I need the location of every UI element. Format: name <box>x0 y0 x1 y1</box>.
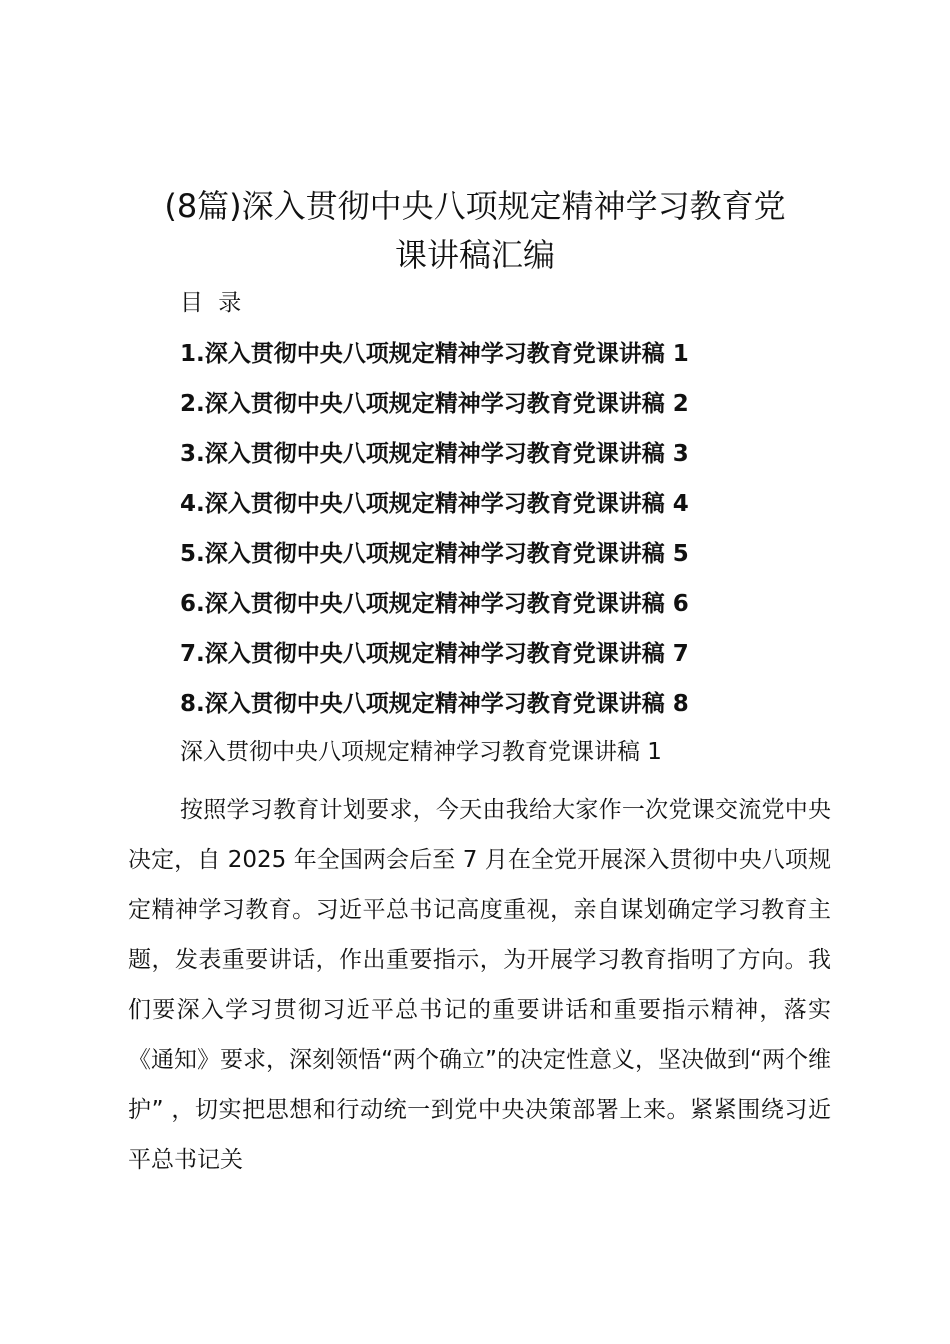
toc-item-3[interactable]: 3.深入贯彻中央八项规定精神学习教育党课讲稿 3 <box>180 441 689 467</box>
toc-item-6[interactable]: 6.深入贯彻中央八项规定精神学习教育党课讲稿 6 <box>180 591 689 617</box>
toc-item-7[interactable]: 7.深入贯彻中央八项规定精神学习教育党课讲稿 7 <box>180 641 689 667</box>
toc-item-4[interactable]: 4.深入贯彻中央八项规定精神学习教育党课讲稿 4 <box>180 491 689 517</box>
document-title-line-2: 课讲稿汇编 <box>394 236 555 274</box>
body-paragraph: 按照学习教育计划要求，今天由我给大家作一次党课交流党中央决定，自 2025 年全国两会后至 7 月在全党开展深入贯彻中央八项规定精神学习教育。习近平总书记高度重视，亲自谋划确定学习教育主题，发表重要讲话，作出重要指示，为开展学习教育指明了方向。我们要深入学习贯彻习近平总书记的重要讲话和重要指示精神，落实《通知》要求，深刻领悟“两个确立”的决定性意义，坚决做到“两个维护” ，切实把思想和行动统一到党中央决策部署上来。紧紧围绕习近平总书记关 <box>128 797 831 1173</box>
table-of-contents <box>180 337 689 737</box>
toc-item-5[interactable]: 5.深入贯彻中央八项规定精神学习教育党课讲稿 5 <box>180 541 689 567</box>
toc-item-1[interactable]: 1.深入贯彻中央八项规定精神学习教育党课讲稿 1 <box>180 341 689 367</box>
toc-item-2[interactable]: 2.深入贯彻中央八项规定精神学习教育党课讲稿 2 <box>180 391 689 417</box>
toc-item-8[interactable]: 8.深入贯彻中央八项规定精神学习教育党课讲稿 8 <box>180 691 689 717</box>
toc-heading: 目 录 <box>180 290 246 316</box>
section-title: 深入贯彻中央八项规定精神学习教育党课讲稿 1 <box>180 739 662 765</box>
document-title-line-1: (8篇)深入贯彻中央八项规定精神学习教育党 <box>164 187 786 225</box>
